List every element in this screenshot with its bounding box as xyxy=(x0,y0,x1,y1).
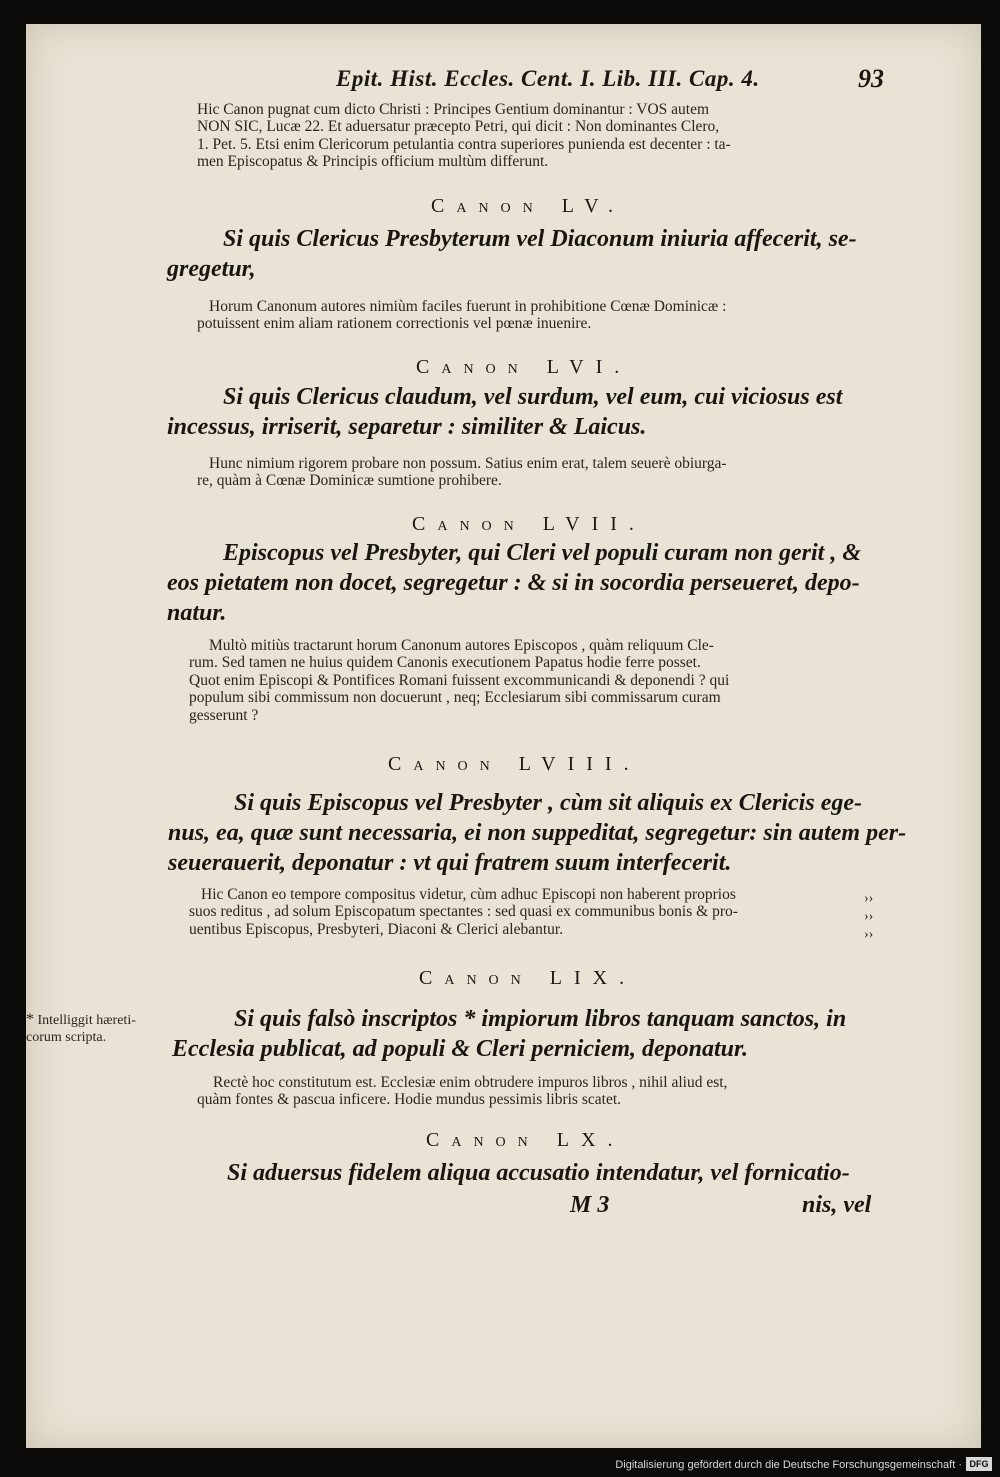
canon-commentary xyxy=(197,455,892,490)
canon-commentary xyxy=(197,1074,892,1109)
dfg-logo: DFG xyxy=(966,1457,992,1471)
canon-text xyxy=(167,382,897,442)
page-number: 93 xyxy=(858,64,884,93)
canon-text-line: Si quis Clericus Presbyterum vel Diaconum iniuria affecerit, se- xyxy=(223,226,857,252)
canon-commentary xyxy=(189,886,869,938)
canon-commentary xyxy=(189,637,889,724)
canon-text-line: natur. xyxy=(167,600,227,626)
canon-commentary xyxy=(197,298,892,333)
commentary-line: quàm fontes & pascua inficere. Hodie mundus pessimis libris scatet. xyxy=(197,1091,622,1109)
commentary-line: populum sibi commissum non docuerunt , neq; Ecclesiarum sibi commissarum curam xyxy=(189,689,721,707)
canon-heading: Canon LVIII. xyxy=(388,753,641,775)
intro-line: 1. Pet. 5. Etsi enim Clericorum petulantia contra superiores punienda est decenter : ta- xyxy=(197,135,731,153)
intro-paragraph xyxy=(197,101,892,171)
commentary-line: suos reditus , ad solum Episcopatum spectantes : sed quasi ex communibus bonis & pro- xyxy=(189,903,738,921)
canon-text-line: Si quis falsò inscriptos * impiorum libros tanquam sanctos, in xyxy=(234,1006,847,1032)
intro-line: men Episcopatus & Principis officium multùm differunt. xyxy=(197,153,549,171)
commentary-line: Hunc nimium rigorem probare non possum. Satius enim erat, talem seuerè obiurga- xyxy=(209,455,727,472)
commentary-line: rum. Sed tamen ne huius quidem Canonis executionem Papatus hodie ferre posset. xyxy=(189,654,701,672)
margin-note-line xyxy=(26,1011,176,1029)
canon-text-line: Episcopus vel Presbyter, qui Cleri vel populi curam non gerit , & xyxy=(223,540,862,566)
canon-text-line: nus, ea, quæ sunt necessaria, ei non suppeditat, segregetur: sin autem per- xyxy=(168,820,907,846)
canon-text xyxy=(167,538,897,628)
canon-text-line: Si quis Clericus claudum, vel surdum, vel eum, cui viciosus est xyxy=(223,384,843,410)
margin-note-marker: * xyxy=(26,1011,34,1028)
canon-text xyxy=(227,1158,907,1188)
quotation-marks xyxy=(864,890,904,944)
footer-credit: Digitalisierung gefördert durch die Deutsche Forschungsgemeinschaft · xyxy=(615,1459,962,1471)
canon-heading: Canon LV. xyxy=(431,195,626,217)
margin-note-text: Intelliggit hæreti- xyxy=(37,1013,136,1028)
commentary-line: uentibus Episcopus, Presbyteri, Diaconi & Clerici alebantur. xyxy=(189,920,564,938)
canon-heading: Canon LVII. xyxy=(412,513,646,535)
canon-heading: Canon LIX. xyxy=(419,967,637,989)
intro-line: Hic Canon pugnat cum dicto Christi : Principes Gentium dominantur : VOS autem xyxy=(197,101,710,118)
quote-mark: ›› xyxy=(864,927,874,942)
commentary-line: re, quàm à Cœnæ Dominicæ sumtione prohibere. xyxy=(197,472,502,490)
quote-mark: ›› xyxy=(864,891,874,906)
commentary-line: Hic Canon eo tempore compositus videtur, cùm adhuc Episcopi non haberent proprios xyxy=(201,886,736,903)
canon-text xyxy=(167,224,897,284)
commentary-line: Horum Canonum autores nimiùm faciles fuerunt in prohibitione Cœnæ Dominicæ : xyxy=(209,298,727,315)
commentary-line: Rectè hoc constitutum est. Ecclesiæ enim obtrudere impuros libros , nihil aliud est, xyxy=(213,1074,728,1091)
canon-text-line: incessus, irriserit, separetur : similiter & Laicus. xyxy=(167,414,647,440)
commentary-line: Quot enim Episcopi & Pontifices Romani fuissent excommunicandi & deponendi ? qui xyxy=(189,671,730,689)
signature-mark: M 3 xyxy=(570,1192,610,1218)
margin-note xyxy=(26,1011,176,1046)
canon-text-line: Si aduersus fidelem aliqua accusatio intendatur, vel fornicatio- xyxy=(227,1160,850,1186)
book-page xyxy=(26,24,981,1448)
commentary-line: Multò mitiùs tractarunt horum Canonum autores Episcopos , quàm reliquum Cle- xyxy=(209,637,714,654)
canon-text xyxy=(168,788,907,878)
catchword: nis, vel xyxy=(802,1192,872,1218)
page-header xyxy=(26,62,981,102)
intro-line: NON SIC, Lucæ 22. Et aduersatur præcepto Petri, qui dicit : Non dominantes Clero, xyxy=(197,118,720,136)
canon-text-line: Ecclesia publicat, ad populi & Cleri perniciem, deponatur. xyxy=(172,1036,749,1062)
running-head: Epit. Hist. Eccles. Cent. I. Lib. III. Cap. 4. xyxy=(336,66,760,91)
canon-text-line: Si quis Episcopus vel Presbyter , cùm sit aliquis ex Clericis ege- xyxy=(234,790,862,816)
canon-text-line: eos pietatem non docet, segregetur : & si in socordia perseueret, depo- xyxy=(167,570,860,596)
canon-heading: Canon LVI. xyxy=(416,356,632,378)
commentary-line: gesserunt ? xyxy=(189,706,259,724)
canon-text-line: gregetur, xyxy=(167,256,256,282)
commentary-line: potuissent enim aliam rationem correctionis vel pœnæ inuenire. xyxy=(197,315,592,333)
quote-mark: ›› xyxy=(864,909,874,924)
canon-heading: Canon LX. xyxy=(426,1129,625,1151)
canon-text-line: seuerauerit, deponatur : vt qui fratrem suum interfecerit. xyxy=(168,850,732,876)
canon-text xyxy=(172,1004,902,1064)
margin-note-line: corum scripta. xyxy=(26,1030,107,1045)
